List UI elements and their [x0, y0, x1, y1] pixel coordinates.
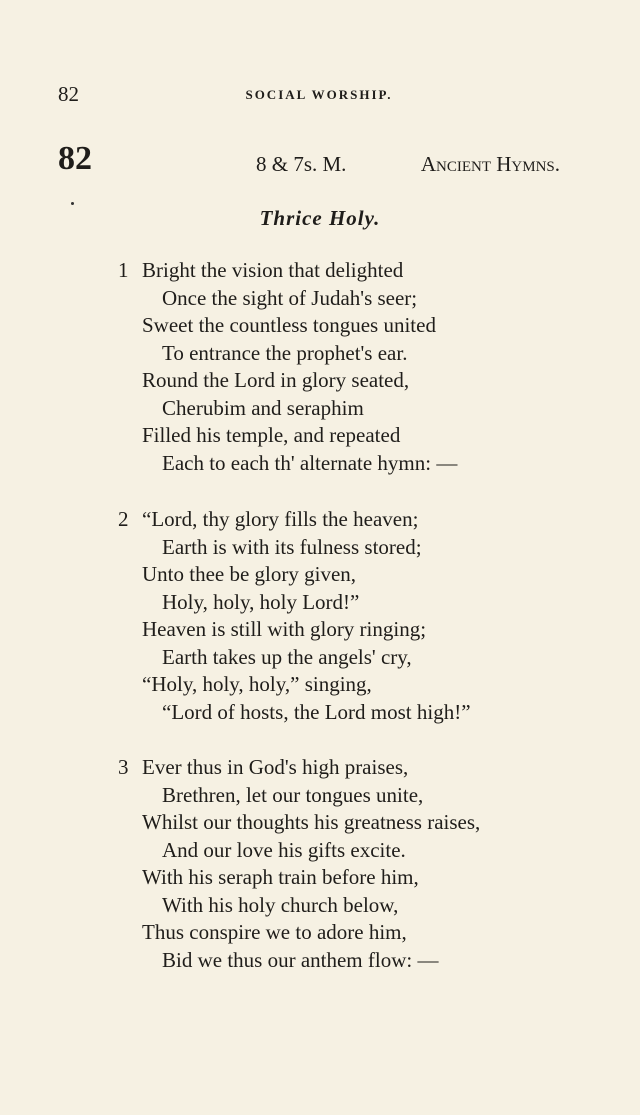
hymn-source: Ancient Hymns. — [420, 152, 560, 176]
verse-number: 1 — [118, 258, 129, 282]
verse-line: Whilst our thoughts his greatness raises, — [142, 810, 481, 834]
page-number: 82 — [58, 82, 79, 106]
verse-number: 2 — [118, 507, 129, 531]
section-title: SOCIAL WORSHIP. — [245, 87, 393, 102]
verse-line: And our love his gifts excite. — [162, 838, 406, 862]
running-head — [58, 82, 580, 108]
verse-line: “Lord of hosts, the Lord most high!” — [162, 700, 471, 724]
verse-line: “Lord, thy glory fills the heaven; — [142, 507, 419, 531]
verse-line: Thus conspire we to adore him, — [142, 920, 407, 944]
verse-line: Heaven is still with glory ringing; — [142, 617, 427, 641]
verse-line: Bright the vision that delighted — [142, 258, 404, 282]
verse-line: Unto thee be glory given, — [142, 562, 357, 586]
verse-line: Cherubim and seraphim — [162, 396, 364, 420]
hymn-title: Thrice Holy. — [259, 206, 381, 230]
hymn-number: 82 — [58, 140, 92, 177]
verse-line: Holy, holy, holy Lord!” — [162, 590, 360, 614]
verse-line: With his seraph train before him, — [142, 865, 419, 889]
verse-line: Earth takes up the angels' cry, — [162, 645, 412, 669]
verse-line: Round the Lord in glory seated, — [142, 368, 410, 392]
verse-line: Each to each th' alternate hymn: — — [162, 451, 458, 475]
ink-speck — [71, 202, 74, 205]
verse-line: Bid we thus our anthem flow: — — [162, 948, 439, 972]
verse-line: “Holy, holy, holy,” singing, — [142, 672, 372, 696]
hymn-header — [58, 140, 560, 180]
verse-line: Once the sight of Judah's seer; — [162, 286, 418, 310]
verse-line: Earth is with its fulness stored; — [162, 535, 422, 559]
hymn-meter: 8 & 7s. M. — [256, 152, 347, 176]
verse-line: Brethren, let our tongues unite, — [162, 783, 424, 807]
verse-line: With his holy church below, — [162, 893, 399, 917]
verse-line: To entrance the prophet's ear. — [162, 341, 408, 365]
verse-number: 3 — [118, 755, 129, 779]
verse-line: Ever thus in God's high praises, — [142, 755, 409, 779]
verse-line: Filled his temple, and repeated — [142, 423, 401, 447]
verse-line: Sweet the countless tongues united — [142, 313, 436, 337]
